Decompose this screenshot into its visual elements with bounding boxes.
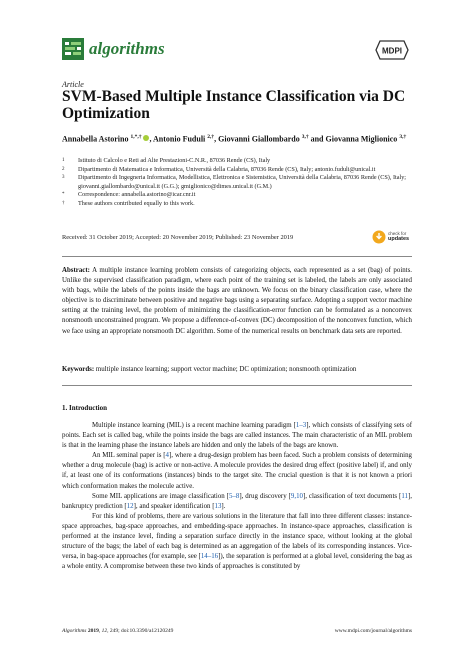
updates-line1: check for bbox=[388, 231, 407, 236]
citation-link[interactable]: 12 bbox=[126, 502, 134, 510]
journal-logo-icon bbox=[62, 38, 84, 60]
keywords-label: Keywords: bbox=[62, 366, 95, 373]
journal-url[interactable]: www.mdpi.com/journal/algorithms bbox=[334, 628, 412, 634]
affiliation-mark: † bbox=[62, 200, 65, 206]
affiliation-mark: 3 bbox=[62, 175, 65, 181]
author-name: Giovanna Miglionico bbox=[325, 134, 398, 144]
orcid-icon[interactable] bbox=[143, 135, 149, 141]
mdpi-logo-icon bbox=[375, 40, 409, 60]
check-for-updates-badge[interactable] bbox=[372, 230, 414, 244]
equal-contribution-note: These authors contributed equally to this work. bbox=[78, 199, 195, 207]
affiliation-row bbox=[62, 200, 412, 209]
divider-bottom bbox=[62, 385, 412, 386]
article-type: Article bbox=[62, 80, 84, 89]
citation-link[interactable]: 1–3 bbox=[295, 422, 307, 429]
paragraph: Some MIL applications are image classification [5–8], drug discovery [9,10], classification of text documents [11], bankruptcy prediction [12], and speaker identification [13]. bbox=[62, 492, 412, 510]
affiliation-row bbox=[62, 191, 412, 200]
affiliation-mark: 2 bbox=[62, 166, 65, 172]
citation-link[interactable]: 5–8 bbox=[228, 492, 240, 500]
page-footer bbox=[62, 628, 412, 634]
body-text bbox=[62, 421, 412, 572]
affiliation-row bbox=[62, 157, 412, 166]
author-name: Annabella Astorino bbox=[62, 134, 129, 144]
citation-link[interactable]: 14–16 bbox=[200, 553, 219, 561]
affiliation-text: Istituto di Calcolo e Reti ad Alte Prestazioni-C.N.R., 87036 Rende (CS), Italy bbox=[78, 157, 271, 164]
journal-name: algorithms bbox=[89, 39, 165, 58]
citation-link[interactable]: 4 bbox=[165, 452, 169, 460]
updates-line2: updates bbox=[388, 236, 410, 242]
affiliation-row bbox=[62, 174, 412, 191]
paper-title: SVM-Based Multiple Instance Classification via DC Optimization bbox=[62, 88, 406, 122]
author-marks: 2,† bbox=[207, 134, 215, 140]
updates-icon bbox=[372, 230, 386, 244]
paragraph: Multiple instance learning (MIL) is a recent machine learning paradigm [1–3], which consists of classifying sets of points. Each set is called bag, while the points inside the bags are called instances. The main characteristic of an MIL problem is that in the learning phase the instance labels are hidden and only the labels of the bags are known. bbox=[62, 422, 412, 450]
abstract-label: Abstract: bbox=[62, 267, 90, 274]
affiliation-mark: 1 bbox=[62, 158, 65, 163]
mdpi-logo-text: MDPI bbox=[382, 46, 402, 56]
affiliation-text: Dipartimento di Ingegneria Informatica, Modellistica, Elettronica e Sistemistica, Università della Calabria, 87036 Rende (CS), Italy; giovanni.giallombardo@unical.it (G.G.); gmiglionico@dimes.unical.it (G.M.) bbox=[78, 174, 407, 190]
affiliation-text: Dipartimento di Matematica e Informatica, Università della Calabria, 87036 Rende (CS), Italy; antonio.fuduli@unical.it bbox=[78, 165, 376, 173]
affiliations bbox=[62, 157, 412, 209]
affiliation-row bbox=[62, 166, 412, 175]
keywords bbox=[62, 365, 412, 375]
author-marks: 1,*,† bbox=[130, 134, 142, 140]
author-marks: 3,† bbox=[399, 134, 407, 140]
author-list: Annabella Astorino $^{1,*,\dagger}$ , Antonio Fuduli $^{2,\dagger}$, Giovanni Giallombardo $^{3,\dagger}$ and Giovanna Miglionico $^{3,\dagger}$ bbox=[62, 134, 407, 144]
divider-top bbox=[62, 256, 412, 257]
abstract-text: A multiple instance learning problem consists of categorizing objects, each represented as a set (bag) of points. Unlike the supervised classification paradigm, where each point of the training set is labeled, the labels are only associated with bags, while the labels of the points inside the bags are unknown. We focus on the binary classification case, where the objective is to discriminate between positive and negative bags using a separating surface. Adopting a support vector machine setting at the training level, the problem of minimizing the classification-error function can be formulated as a nonconvex nonsmooth unconstrained program. We propose a difference-of-convex (DC) decomposition of the nonconvex function, which we face using an appropriate nonsmooth DC algorithm. Some of the numerical results on benchmark data sets are reported. bbox=[62, 267, 413, 335]
citation-link[interactable]: 9,10 bbox=[290, 492, 303, 500]
correspondence-text: Correspondence: annabella.astorino@icar.cnr.it bbox=[78, 191, 196, 199]
citation-info: Algorithms 2019, 12, 249; doi:10.3390/a12120249 bbox=[62, 628, 174, 634]
publication-dates: Received: 31 October 2019; Accepted: 20 November 2019; Published: 23 November 2019 bbox=[62, 234, 294, 241]
author-name: Giovanni Giallombardo bbox=[218, 134, 300, 144]
author-marks: 3,† bbox=[301, 134, 309, 140]
author-name: Antonio Fuduli bbox=[153, 134, 206, 144]
abstract bbox=[62, 266, 412, 337]
affiliation-mark: * bbox=[62, 192, 65, 198]
paragraph: An MIL seminal paper is [4], where a drug-design problem has been faced. Such a problem consists of determining whether a drug molecule (bag) is active or non-active. A molecule provides the desired drug effect (positive label) if, and only if, at least one of its conformations (instances) binds to the target site. The crucial question is that it is not known a priori which conformation makes the molecule active. bbox=[62, 452, 412, 490]
keywords-text: multiple instance learning; support vector machine; DC optimization; nonsmooth optimization bbox=[95, 366, 357, 373]
citation-link[interactable]: 11 bbox=[401, 492, 408, 500]
paragraph: For this kind of problems, there are various solutions in the literature that fall into three different classes: instance-space approaches, bag-space approaches, and embedding-space approaches. In instance-space approaches, classification is performed at the instance level, finding a separation surface directly in the instance space, without looking at the global structure of the bags; the label of each bag is determined as an aggregation of the labels of its corresponding instances. Vice-versa, in bag-space approaches (for example, see [14–16]), the separation is performed at a global level, considering the bag as a whole entity. A compromise between these two kinds of approaches is constituted by bbox=[62, 512, 412, 571]
citation-link[interactable]: 13 bbox=[214, 502, 222, 510]
section-heading: 1. Introduction bbox=[62, 404, 107, 412]
